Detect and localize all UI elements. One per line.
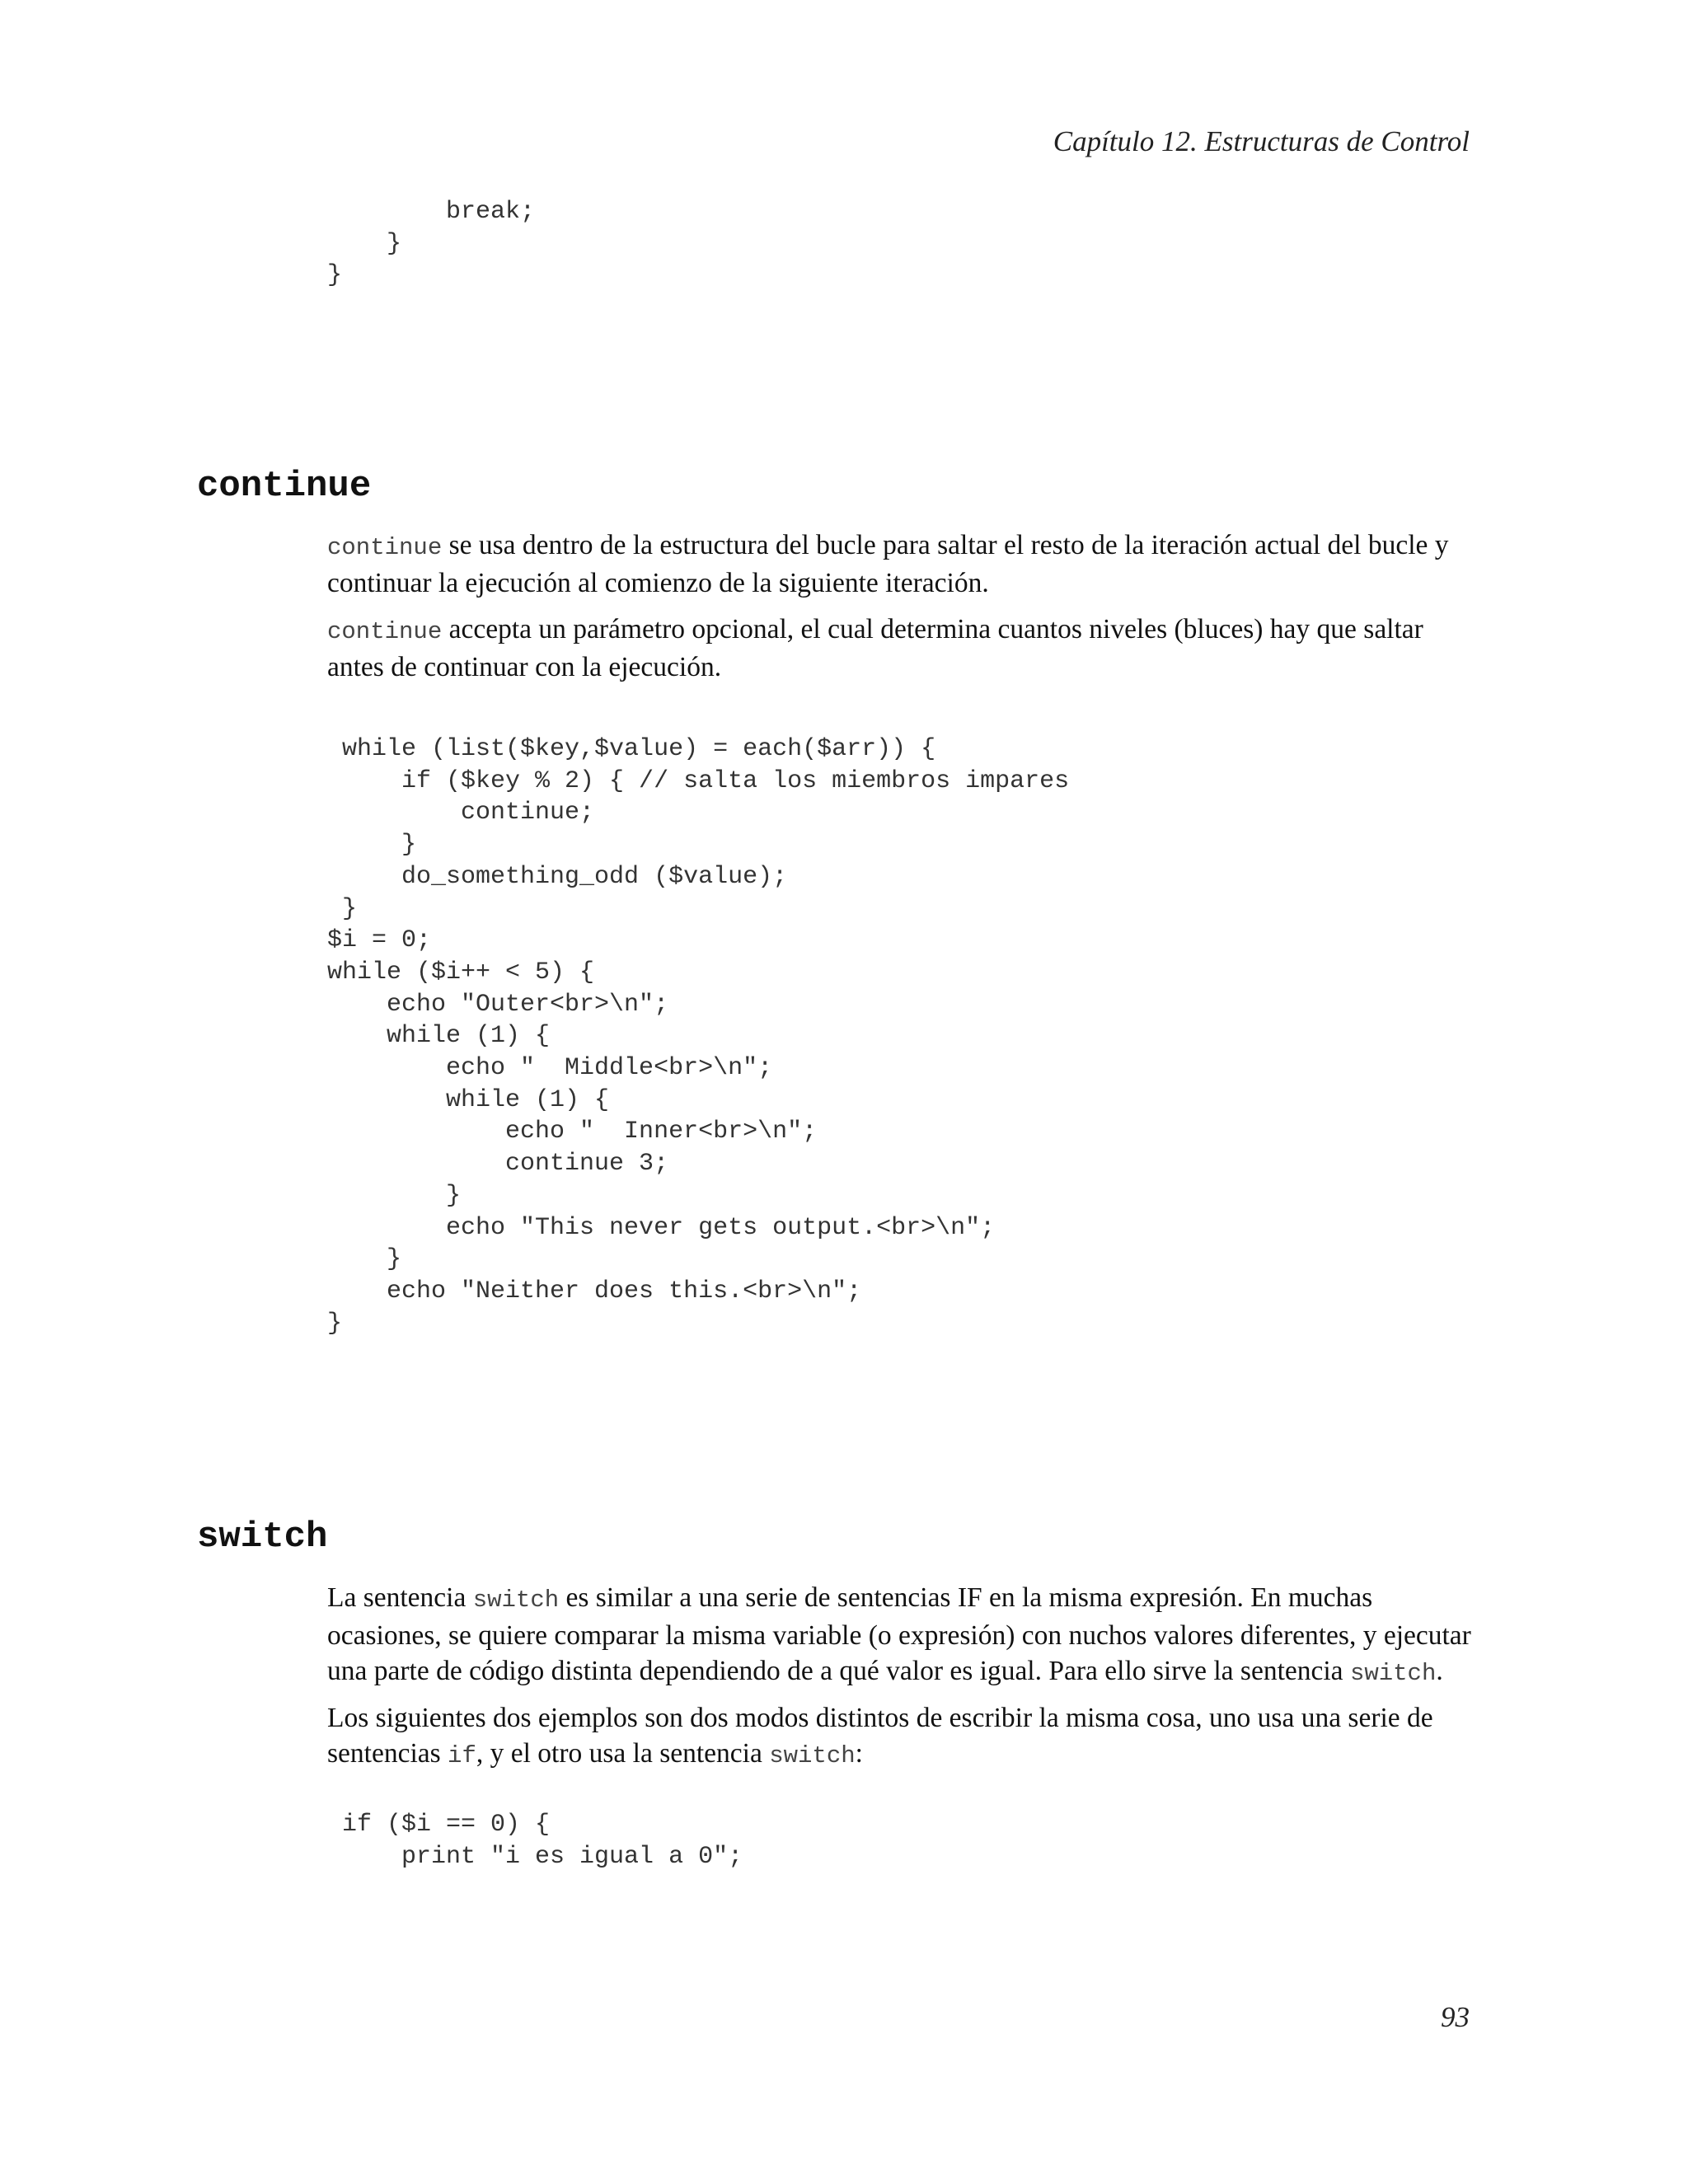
paragraph-text: se usa dentro de la estructura del bucle para saltar el resto de la iteración actual del bucle y continuar la ejecución al comienzo de la siguiente iteración. — [327, 530, 1449, 598]
inline-code: continue — [327, 618, 443, 645]
inline-code: switch — [1349, 1660, 1437, 1687]
paragraph-text: accepta un parámetro opcional, el cual determina cuantos niveles (bluces) hay que saltar antes de continuar con la ejecución. — [327, 614, 1423, 682]
inline-code: switch — [769, 1742, 856, 1769]
code-block-continue-example: while (list($key,$value) = each($arr)) { if ($key % 2) { // salta los miembros impares continue; } do_something_odd ($value); } $i = 0; while ($i++ < 5) { echo "Outer<br>\n"; while (1) { echo " Middle<br>\n"; while (1) { echo " Inner<br>\n"; continue 3; } echo "This never gets output.<br>\n"; } echo "Neither does this.<br>\n"; } — [327, 735, 1070, 1338]
page-number: 93 — [1441, 2001, 1470, 2033]
continue-paragraph-1 — [327, 527, 1481, 601]
inline-code: if — [448, 1742, 476, 1769]
paragraph-text: : — [855, 1738, 863, 1769]
paragraph-text: es similar a una serie de sentencias IF en la misma expresión. En muchas ocasiones, se quiere comparar la misma variable (o expresión) con nuchos valores diferentes, y ejecutar una parte de código distinta dependiendo de a qué valor es igual. Para ello sirve la sentencia — [327, 1582, 1471, 1686]
code-block-switch-example: if ($i == 0) { print "i es igual a 0"; — [342, 1811, 743, 1871]
paragraph-text: La sentencia — [327, 1582, 473, 1613]
code-block-top-fragment: break; } } — [327, 198, 536, 290]
inline-code: continue — [327, 534, 443, 561]
section-heading-continue: continue — [197, 466, 372, 507]
paragraph-text: . — [1436, 1656, 1443, 1686]
continue-paragraph-2 — [327, 612, 1481, 685]
paragraph-text: , y el otro usa la sentencia — [476, 1738, 770, 1769]
inline-code: switch — [472, 1586, 560, 1614]
running-header: Capítulo 12. Estructuras de Control — [1053, 125, 1470, 157]
switch-paragraph-1 — [327, 1580, 1481, 1691]
paragraph-text: Los siguientes dos ejemplos son dos modos distintos de escribir la misma cosa, uno usa una serie de sentencias — [327, 1703, 1433, 1769]
switch-paragraph-2 — [327, 1700, 1481, 1774]
section-heading-switch: switch — [197, 1516, 328, 1558]
